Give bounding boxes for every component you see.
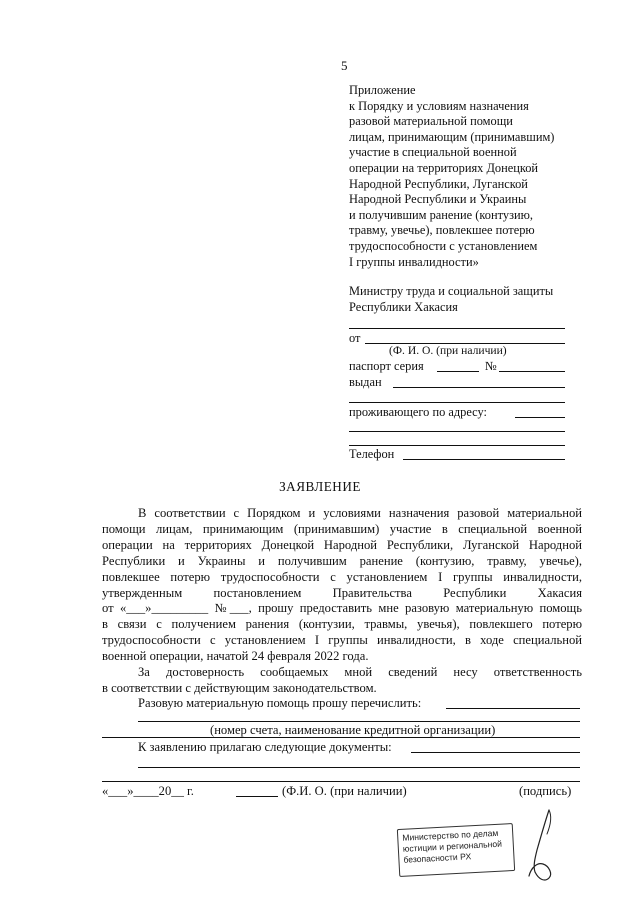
transfer-field[interactable] bbox=[446, 708, 580, 709]
residing-label: проживающего по адресу: bbox=[349, 405, 487, 419]
passport-number-field[interactable] bbox=[499, 371, 565, 372]
appendix-line: I группы инвалидности» bbox=[349, 254, 479, 269]
date-field: «___»____20__ г. bbox=[102, 784, 194, 798]
stamp-line: Министерство по делам bbox=[402, 827, 499, 843]
account-hint: (номер счета, наименование кредитной организации) bbox=[210, 723, 496, 737]
appendix-line: трудоспособности с установлением bbox=[349, 238, 538, 253]
appendix-note bbox=[349, 83, 589, 270]
body-line: За достоверность сообщаемых мной сведений несу ответственность bbox=[138, 665, 582, 680]
attachments-label: К заявлению прилагаю следующие документы: bbox=[138, 740, 392, 754]
account-field[interactable] bbox=[138, 721, 580, 722]
body-line: помощи лицам, принимающим (принимавшим) участие в специальной военной bbox=[102, 521, 582, 536]
fio-sign-field[interactable] bbox=[236, 796, 278, 797]
address-field-line-3[interactable] bbox=[349, 445, 565, 446]
transfer-label: Разовую материальную помощь прошу перечислить: bbox=[138, 696, 422, 710]
fio-hint: (Ф. И. О. (при наличии) bbox=[389, 344, 507, 357]
stamp-line: юстиции и региональной bbox=[402, 838, 503, 854]
account-field-line-2[interactable] bbox=[102, 737, 580, 738]
body-line: повлекшее потерю трудоспособности с установлением I группы инвалидности, bbox=[102, 569, 582, 584]
body-line: от «___»_________ №___, прошу предоставить мне разовую материальную помощь bbox=[102, 601, 582, 616]
document-heading: ЗАЯВЛЕНИЕ bbox=[279, 479, 361, 494]
addressee-line: Республики Хакасия bbox=[349, 299, 458, 314]
passport-series-label: паспорт серия bbox=[349, 359, 424, 373]
body-line: в соответствии с действующим законодательством. bbox=[102, 680, 377, 695]
application-body bbox=[102, 506, 582, 697]
body-line: военной операции, начатой 24 февраля 2022 года. bbox=[102, 649, 369, 664]
blank-line bbox=[349, 328, 565, 329]
from-label: от bbox=[349, 331, 361, 345]
registration-stamp bbox=[397, 823, 515, 877]
body-line: Республики и Украины и получившим ранение (контузию, травму, увечье), bbox=[102, 553, 582, 568]
stamp-line: безопасности РХ bbox=[403, 851, 472, 865]
appendix-line: Приложение bbox=[349, 83, 416, 97]
phone-label: Телефон bbox=[349, 447, 395, 461]
appendix-line: к Порядку и условиям назначения bbox=[349, 98, 529, 113]
handwritten-signature bbox=[505, 800, 585, 895]
passport-number-sign: № bbox=[485, 359, 497, 373]
addressee-line: Министру труда и социальной защиты bbox=[349, 284, 554, 298]
appendix-line: травму, увечье), повлекшее потерю bbox=[349, 223, 535, 238]
body-line: В соответствии с Порядком и условиями назначения разовой материальной bbox=[138, 506, 582, 520]
appendix-line: и получившим ранение (контузию, bbox=[349, 207, 533, 222]
appendix-line: Народной Республики и Украины bbox=[349, 192, 527, 207]
addressee bbox=[349, 284, 579, 315]
appendix-line: операции на территориях Донецкой bbox=[349, 160, 539, 175]
attachments-field-line-2[interactable] bbox=[138, 767, 580, 768]
body-line: в связи с получением ранения (контузии, травмы, увечья), повлекшего потерю bbox=[102, 617, 582, 632]
address-field[interactable] bbox=[515, 417, 565, 418]
appendix-line: лицам, принимающим (принимавшим) bbox=[349, 129, 555, 144]
attachments-field-line-3[interactable] bbox=[102, 781, 580, 782]
address-field-line-2[interactable] bbox=[349, 431, 565, 432]
signature-hint: (подпись) bbox=[519, 784, 572, 798]
passport-series-field[interactable] bbox=[437, 371, 479, 372]
phone-field[interactable] bbox=[403, 459, 565, 460]
appendix-line: Народной Республики, Луганской bbox=[349, 176, 528, 191]
appendix-line: разовой материальной помощи bbox=[349, 114, 513, 129]
body-line: трудоспособности с установлением I группы инвалидности, в ходе специальной bbox=[102, 633, 582, 648]
issued-label: выдан bbox=[349, 375, 382, 389]
appendix-line: участие в специальной военной bbox=[349, 145, 517, 160]
issued-field-line-2[interactable] bbox=[349, 402, 565, 403]
page-number: 5 bbox=[341, 58, 348, 73]
issued-field[interactable] bbox=[393, 387, 565, 388]
attachments-field[interactable] bbox=[411, 752, 580, 753]
body-line: утвержденным постановлением Правительства Республики Хакасия bbox=[102, 585, 582, 600]
body-line: операции на территориях Донецкой Народной Республики, Луганской Народной bbox=[102, 537, 582, 552]
fio-sign-hint: (Ф.И. О. (при наличии) bbox=[282, 784, 407, 798]
